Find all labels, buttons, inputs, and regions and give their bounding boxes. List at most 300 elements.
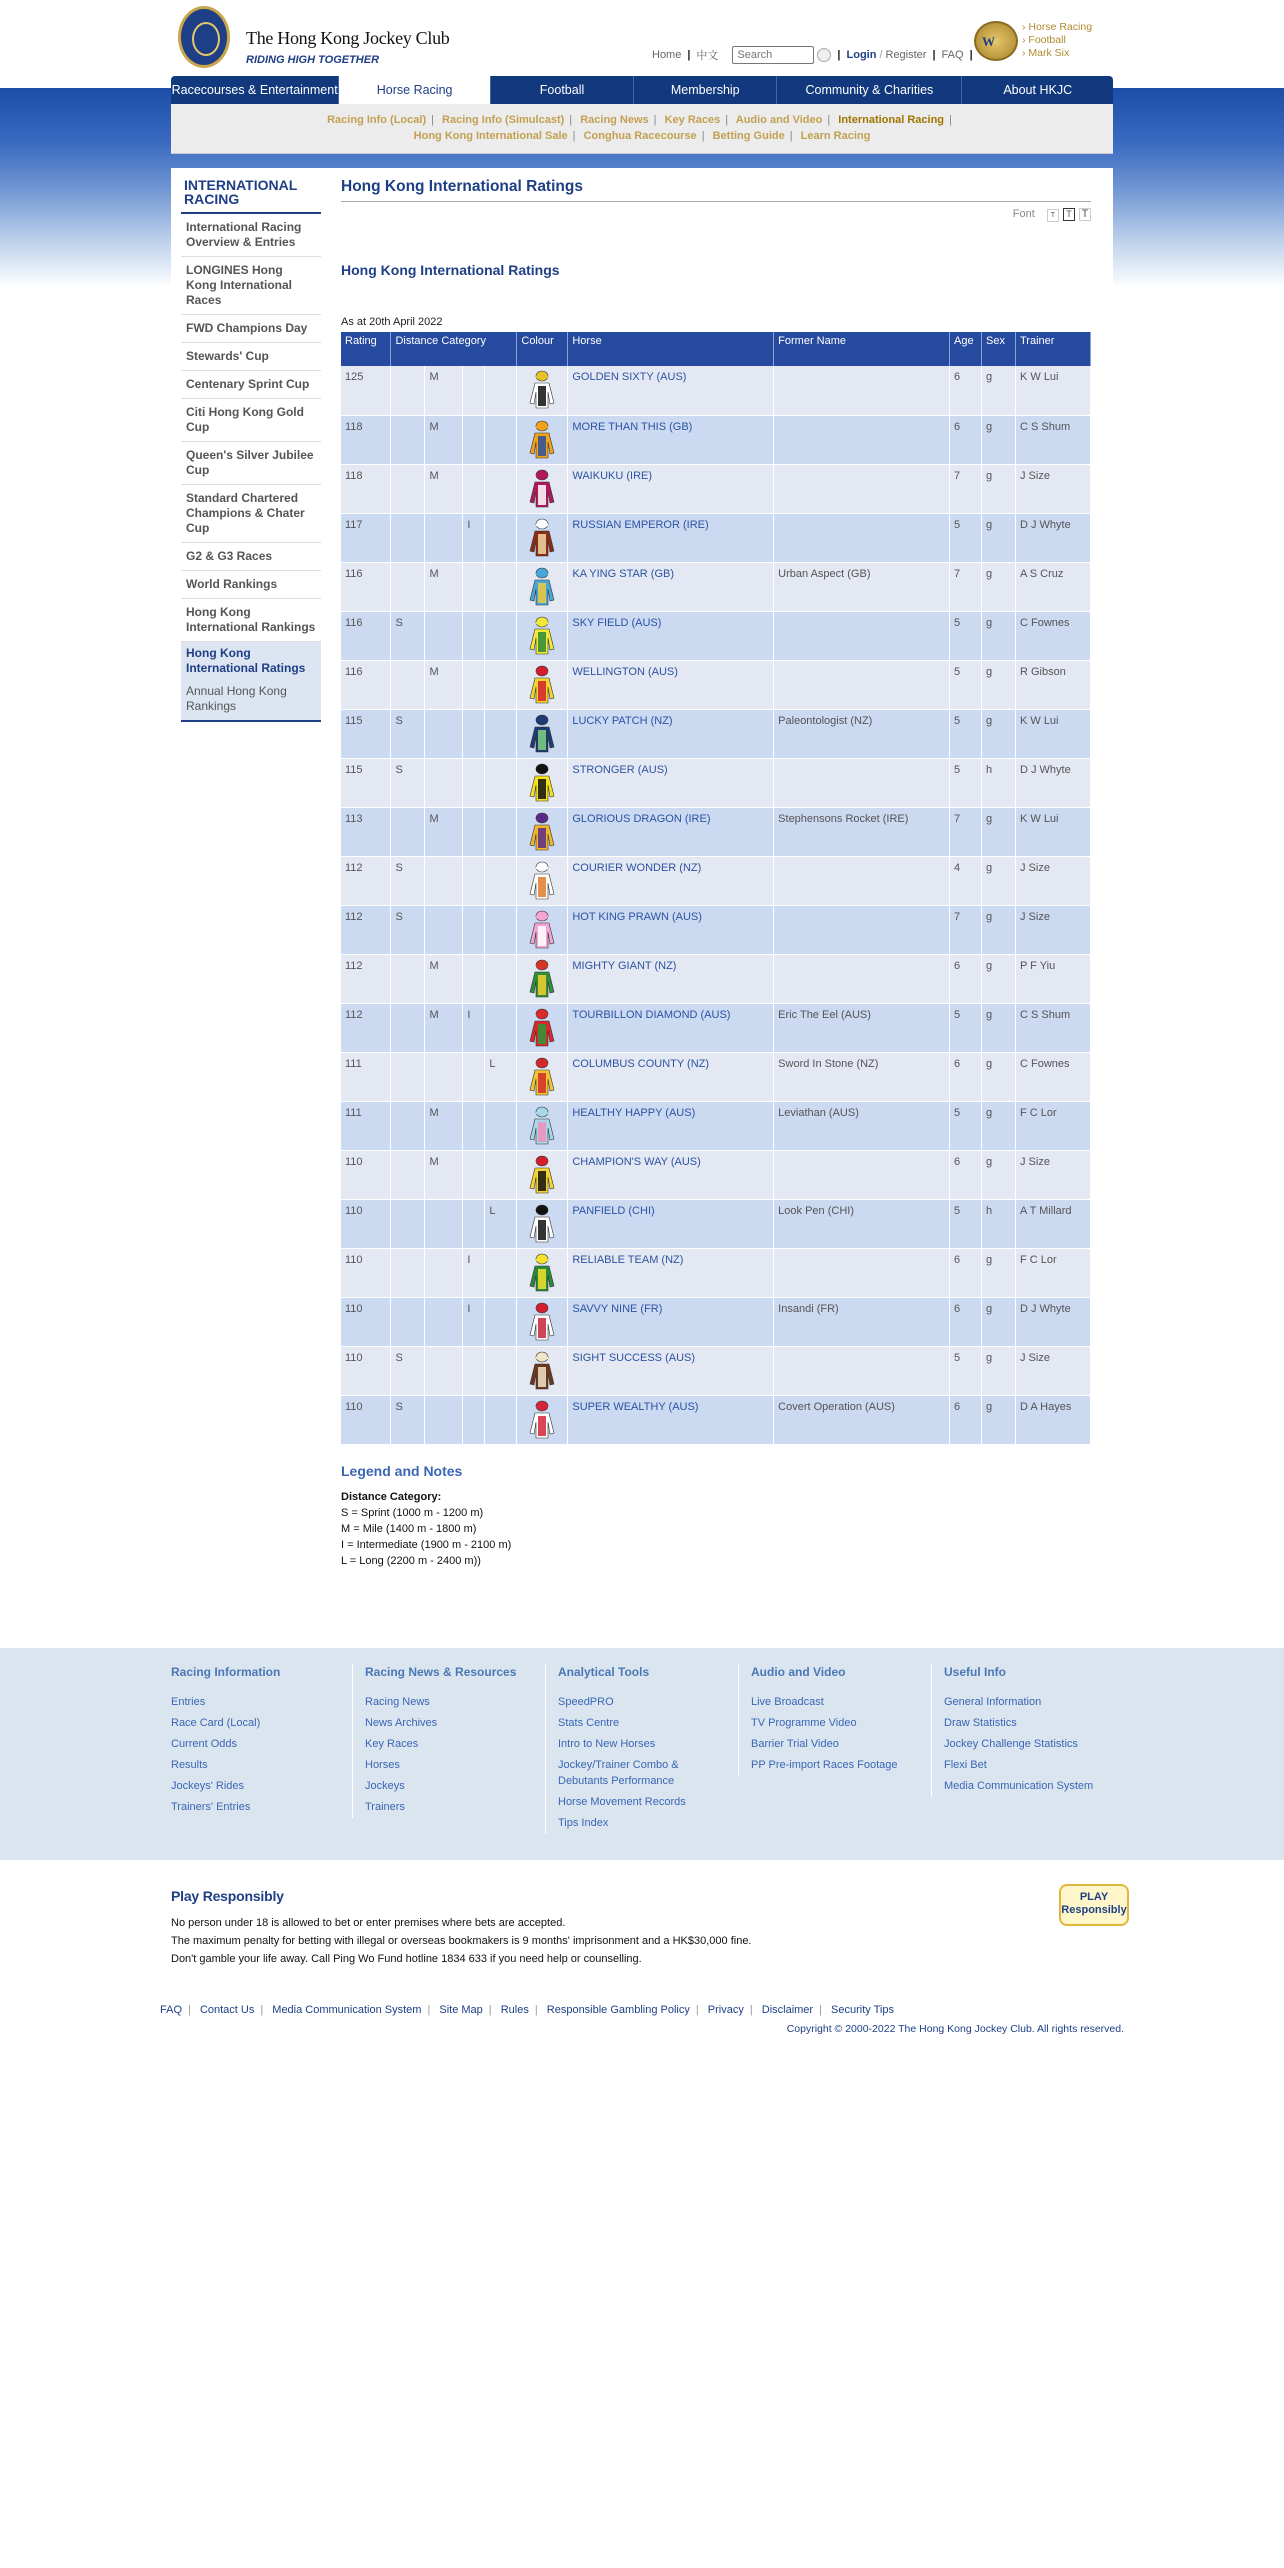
quick-link-horse-racing[interactable]: › Horse Racing bbox=[1022, 21, 1092, 34]
subnav-key-races[interactable]: Key Races bbox=[664, 114, 721, 126]
nav-racecourses-entertainment[interactable]: Racecourses & Entertainment bbox=[171, 76, 339, 104]
header-horse[interactable]: Horse bbox=[568, 332, 774, 366]
jockey-silks-icon[interactable] bbox=[527, 1351, 557, 1391]
distance-intermediate-cell: I bbox=[463, 1297, 485, 1346]
distance-mile-cell: M bbox=[425, 562, 463, 611]
sex-cell: g bbox=[982, 709, 1016, 758]
distance-intermediate-cell bbox=[463, 1199, 485, 1248]
top-links: Home | 中文 Search | Login / Register | FAQ | bbox=[652, 46, 979, 64]
trainer-cell: A T Millard bbox=[1015, 1199, 1090, 1248]
table-row bbox=[341, 415, 1091, 464]
age-cell: 6 bbox=[950, 1297, 982, 1346]
trainer-cell: J Size bbox=[1015, 905, 1090, 954]
sex-cell: g bbox=[982, 464, 1016, 513]
distance-long-cell bbox=[485, 611, 517, 660]
colour-cell bbox=[517, 415, 568, 464]
bottom-link-privacy[interactable]: Privacy bbox=[707, 2004, 744, 2016]
footer-link[interactable]: Trainers bbox=[365, 1801, 405, 1813]
table-row bbox=[341, 709, 1091, 758]
footer-link[interactable]: Racing News bbox=[365, 1696, 430, 1708]
former-name-cell bbox=[774, 611, 950, 660]
sex-cell: h bbox=[982, 1199, 1016, 1248]
table-row bbox=[341, 513, 1091, 562]
distance-intermediate-cell bbox=[463, 1150, 485, 1199]
distance-long-cell bbox=[485, 1150, 517, 1199]
table-row bbox=[341, 1346, 1091, 1395]
former-name-cell bbox=[774, 1346, 950, 1395]
former-name-cell: Look Pen (CHI) bbox=[774, 1199, 950, 1248]
horse-name-link[interactable]: SUPER WEALTHY (AUS) bbox=[568, 1395, 774, 1444]
jockey-silks-icon[interactable] bbox=[527, 665, 557, 705]
distance-intermediate-cell bbox=[463, 709, 485, 758]
subnav-international-racing[interactable]: International Racing bbox=[838, 114, 945, 126]
play-responsibly-text bbox=[171, 1914, 1113, 1968]
bottom-link-contact-us[interactable]: Contact Us bbox=[199, 2004, 255, 2016]
footer-column-title: Racing News & Resources bbox=[365, 1665, 517, 1679]
subnav-racing-info-local[interactable]: Racing Info (Local) bbox=[327, 114, 427, 126]
main-content bbox=[341, 178, 1091, 1569]
font-size-large-button[interactable]: T bbox=[1079, 208, 1091, 221]
bottom-link-security-tips[interactable]: Security Tips bbox=[831, 2004, 894, 2016]
sex-cell: g bbox=[982, 562, 1016, 611]
horse-name-link[interactable]: RUSSIAN EMPEROR (IRE) bbox=[568, 513, 774, 562]
footer-link[interactable]: PP Pre-import Races Footage bbox=[751, 1759, 898, 1771]
distance-long-cell bbox=[485, 464, 517, 513]
divider: | bbox=[969, 49, 973, 61]
trainer-cell: K W Lui bbox=[1015, 807, 1090, 856]
jockey-silks-icon[interactable] bbox=[527, 420, 557, 460]
distance-intermediate-cell bbox=[463, 758, 485, 807]
jockey-silks-icon[interactable] bbox=[527, 910, 557, 950]
distance-sprint-cell bbox=[391, 366, 425, 415]
footer-link[interactable]: Live Broadcast bbox=[751, 1696, 824, 1708]
former-name-cell bbox=[774, 366, 950, 415]
age-cell: 6 bbox=[950, 1150, 982, 1199]
legend-notes bbox=[341, 1489, 1091, 1569]
colour-cell bbox=[517, 709, 568, 758]
sex-cell: g bbox=[982, 513, 1016, 562]
horse-name-link[interactable]: COURIER WONDER (NZ) bbox=[568, 856, 774, 905]
distance-long-cell bbox=[485, 513, 517, 562]
search-go-icon[interactable] bbox=[817, 48, 831, 62]
legend-title: Legend and Notes bbox=[341, 1462, 463, 1479]
sub-nav-row-1: Racing Info (Local) | Racing Info (Simulcast) | Racing News | Key Races | Audio and Video | International Racing | bbox=[327, 114, 952, 126]
former-name-cell bbox=[774, 1150, 950, 1199]
ratings-table-body bbox=[341, 366, 1091, 1444]
jockey-silks-icon[interactable] bbox=[527, 1253, 557, 1293]
left-menu-item[interactable]: G2 & G3 Races bbox=[181, 543, 321, 571]
sex-cell: g bbox=[982, 1346, 1016, 1395]
distance-mile-cell bbox=[425, 905, 463, 954]
bottom-link-media-communication[interactable]: Media Communication System bbox=[272, 2004, 422, 2016]
sex-cell: g bbox=[982, 1150, 1016, 1199]
subnav-hk-international-sale[interactable]: Hong Kong International Sale bbox=[413, 130, 568, 142]
rating-cell: 111 bbox=[341, 1052, 391, 1101]
trainer-cell: J Size bbox=[1015, 856, 1090, 905]
copyright: Copyright © 2000-2022 The Hong Kong Jockey Club. All rights reserved. bbox=[786, 2023, 1124, 2035]
table-row bbox=[341, 1101, 1091, 1150]
as-at-date: As at 20th April 2022 bbox=[341, 316, 443, 328]
sex-cell: g bbox=[982, 1395, 1016, 1444]
distance-mile-cell bbox=[425, 1346, 463, 1395]
distance-mile-cell bbox=[425, 1199, 463, 1248]
quick-link-football[interactable]: › Football bbox=[1022, 34, 1092, 47]
jockey-silks-icon[interactable] bbox=[527, 714, 557, 754]
footer-link[interactable]: Media Communication System bbox=[944, 1780, 1094, 1792]
table-header-row bbox=[341, 332, 1091, 366]
legend-line: L = Long (2200 m - 2400 m)) bbox=[341, 1554, 481, 1567]
left-menu bbox=[181, 176, 321, 722]
left-menu-item[interactable]: LONGINES Hong Kong International Races bbox=[181, 257, 321, 315]
trainer-cell: C S Shum bbox=[1015, 415, 1090, 464]
font-size-medium-button[interactable]: T bbox=[1063, 208, 1075, 221]
horse-name-link[interactable]: LUCKY PATCH (NZ) bbox=[568, 709, 774, 758]
distance-sprint-cell bbox=[391, 1248, 425, 1297]
subnav-racing-news[interactable]: Racing News bbox=[580, 114, 649, 126]
search-input[interactable] bbox=[732, 46, 814, 64]
rating-cell: 118 bbox=[341, 415, 391, 464]
colour-cell bbox=[517, 1052, 568, 1101]
footer-link[interactable]: Results bbox=[171, 1759, 208, 1771]
distance-mile-cell: M bbox=[425, 660, 463, 709]
nav-football[interactable]: Football bbox=[491, 76, 634, 104]
former-name-cell bbox=[774, 905, 950, 954]
horse-name-link[interactable]: MIGHTY GIANT (NZ) bbox=[568, 954, 774, 1003]
bottom-link-faq[interactable]: FAQ bbox=[160, 2004, 183, 2016]
footer-link[interactable]: Race Card (Local) bbox=[171, 1717, 261, 1729]
register-link[interactable]: Register bbox=[885, 49, 927, 61]
left-menu-item[interactable]: World Rankings bbox=[181, 571, 321, 599]
main-navigation bbox=[171, 76, 1113, 104]
jockey-silks-icon[interactable] bbox=[527, 1204, 557, 1244]
jockey-silks-icon[interactable] bbox=[527, 1302, 557, 1342]
table-row bbox=[341, 1297, 1091, 1346]
horse-name-link[interactable]: WAIKUKU (IRE) bbox=[568, 464, 774, 513]
footer-link[interactable]: Trainers' Entries bbox=[171, 1801, 251, 1813]
subnav-racing-info-simulcast[interactable]: Racing Info (Simulcast) bbox=[442, 114, 565, 126]
left-menu-item[interactable]: Standard Chartered Champions & Chater Cup bbox=[181, 485, 321, 543]
age-cell: 5 bbox=[950, 1346, 982, 1395]
rating-cell: 112 bbox=[341, 905, 391, 954]
colour-cell bbox=[517, 366, 568, 415]
distance-long-cell bbox=[485, 1297, 517, 1346]
distance-mile-cell: M bbox=[425, 415, 463, 464]
table-row bbox=[341, 611, 1091, 660]
bottom-link-rules[interactable]: Rules bbox=[500, 2004, 529, 2016]
bottom-link-disclaimer[interactable]: Disclaimer bbox=[761, 2004, 814, 2016]
colour-cell bbox=[517, 1248, 568, 1297]
sex-cell: g bbox=[982, 954, 1016, 1003]
distance-mile-cell bbox=[425, 1248, 463, 1297]
former-name-cell bbox=[774, 415, 950, 464]
subnav-betting-guide[interactable]: Betting Guide bbox=[712, 130, 785, 142]
colour-cell bbox=[517, 1346, 568, 1395]
jockey-silks-icon[interactable] bbox=[527, 861, 557, 901]
footer-link[interactable]: Stats Centre bbox=[558, 1717, 620, 1729]
rating-cell: 116 bbox=[341, 562, 391, 611]
left-menu-item[interactable]: FWD Champions Day bbox=[181, 315, 321, 343]
header-trainer[interactable]: Trainer bbox=[1015, 332, 1090, 366]
distance-mile-cell bbox=[425, 513, 463, 562]
age-cell: 5 bbox=[950, 1101, 982, 1150]
horse-name-link[interactable]: TOURBILLON DIAMOND (AUS) bbox=[568, 1003, 774, 1052]
distance-sprint-cell bbox=[391, 1199, 425, 1248]
distance-sprint-cell bbox=[391, 464, 425, 513]
distance-mile-cell bbox=[425, 1297, 463, 1346]
subnav-conghua-racecourse[interactable]: Conghua Racecourse bbox=[583, 130, 697, 142]
footer-link[interactable]: Entries bbox=[171, 1696, 206, 1708]
nav-membership[interactable]: Membership bbox=[634, 76, 777, 104]
table-row bbox=[341, 1199, 1091, 1248]
distance-long-cell bbox=[485, 1003, 517, 1052]
rating-cell: 125 bbox=[341, 366, 391, 415]
distance-sprint-cell bbox=[391, 562, 425, 611]
trainer-cell: A S Cruz bbox=[1015, 562, 1090, 611]
distance-long-cell bbox=[485, 905, 517, 954]
jockey-silks-icon[interactable] bbox=[527, 1057, 557, 1097]
footer-column-analytical-tools bbox=[545, 1664, 725, 1834]
footer-link[interactable]: Key Races bbox=[365, 1738, 419, 1750]
distance-sprint-cell: S bbox=[391, 611, 425, 660]
horse-name-link[interactable]: KA YING STAR (GB) bbox=[568, 562, 774, 611]
distance-intermediate-cell: I bbox=[463, 513, 485, 562]
jockey-silks-icon[interactable] bbox=[527, 1008, 557, 1048]
distance-intermediate-cell bbox=[463, 1052, 485, 1101]
former-name-cell: Covert Operation (AUS) bbox=[774, 1395, 950, 1444]
horse-name-link[interactable]: COLUMBUS COUNTY (NZ) bbox=[568, 1052, 774, 1101]
left-menu-title: INTERNATIONAL RACING bbox=[181, 176, 321, 214]
colour-cell bbox=[517, 660, 568, 709]
table-row bbox=[341, 1395, 1091, 1444]
play-responsibly-badge-icon[interactable]: PLAY Responsibly bbox=[1059, 1884, 1129, 1926]
trainer-cell: D A Hayes bbox=[1015, 1395, 1090, 1444]
table-row bbox=[341, 1003, 1091, 1052]
rating-cell: 110 bbox=[341, 1297, 391, 1346]
trainer-cell: J Size bbox=[1015, 1346, 1090, 1395]
sex-cell: g bbox=[982, 905, 1016, 954]
distance-sprint-cell bbox=[391, 1297, 425, 1346]
table-row bbox=[341, 807, 1091, 856]
trainer-cell: R Gibson bbox=[1015, 660, 1090, 709]
distance-intermediate-cell bbox=[463, 1346, 485, 1395]
distance-long-cell bbox=[485, 366, 517, 415]
footer-link[interactable]: Jockeys bbox=[365, 1780, 405, 1792]
distance-mile-cell bbox=[425, 709, 463, 758]
rating-cell: 115 bbox=[341, 758, 391, 807]
left-menu-item[interactable]: Queen's Silver Jubilee Cup bbox=[181, 442, 321, 485]
table-row bbox=[341, 464, 1091, 513]
distance-sprint-cell bbox=[391, 1150, 425, 1199]
footer-link[interactable]: TV Programme Video bbox=[751, 1717, 857, 1729]
footer-link[interactable]: Flexi Bet bbox=[944, 1759, 987, 1771]
jockey-silks-icon[interactable] bbox=[527, 763, 557, 803]
hkjc-logo[interactable] bbox=[178, 6, 448, 70]
trainer-cell: C Fownes bbox=[1015, 611, 1090, 660]
footer-column-racing-news bbox=[352, 1664, 532, 1818]
footer-link[interactable]: Jockey/Trainer Combo & Debutants Performance bbox=[558, 1759, 679, 1787]
distance-sprint-cell bbox=[391, 660, 425, 709]
wagering-logo-icon[interactable]: W bbox=[974, 21, 1018, 61]
left-menu-subitem-selected[interactable]: Hong Kong International Ratings bbox=[181, 642, 321, 680]
jockey-silks-icon[interactable] bbox=[527, 567, 557, 607]
distance-mile-cell: M bbox=[425, 1150, 463, 1199]
club-tagline: RIDING HIGH TOGETHER bbox=[246, 54, 380, 66]
age-cell: 6 bbox=[950, 1395, 982, 1444]
horse-name-link[interactable]: RELIABLE TEAM (NZ) bbox=[568, 1248, 774, 1297]
header-rating[interactable]: Rating bbox=[341, 332, 391, 366]
distance-long-cell bbox=[485, 807, 517, 856]
left-menu-item[interactable]: International Racing Overview & Entries bbox=[181, 214, 321, 257]
horse-name-link[interactable]: HOT KING PRAWN (AUS) bbox=[568, 905, 774, 954]
distance-long-cell bbox=[485, 562, 517, 611]
horse-name-link[interactable]: STRONGER (AUS) bbox=[568, 758, 774, 807]
left-menu-subitem[interactable]: Annual Hong Kong Rankings bbox=[181, 680, 321, 722]
distance-mile-cell bbox=[425, 611, 463, 660]
trainer-cell: F C Lor bbox=[1015, 1248, 1090, 1297]
horse-name-link[interactable]: PANFIELD (CHI) bbox=[568, 1199, 774, 1248]
nav-about-hkjc[interactable]: About HKJC bbox=[1003, 83, 1073, 97]
horse-name-link[interactable]: SIGHT SUCCESS (AUS) bbox=[568, 1346, 774, 1395]
footer-column-title: Audio and Video bbox=[751, 1665, 846, 1679]
horse-name-link[interactable]: CHAMPION'S WAY (AUS) bbox=[568, 1150, 774, 1199]
rating-cell: 112 bbox=[341, 954, 391, 1003]
horse-name-link[interactable]: MORE THAN THIS (GB) bbox=[568, 415, 774, 464]
font-size-controls bbox=[341, 202, 1091, 224]
subnav-audio-video[interactable]: Audio and Video bbox=[735, 114, 823, 126]
horse-name-link[interactable]: GOLDEN SIXTY (AUS) bbox=[568, 366, 774, 415]
distance-intermediate-cell bbox=[463, 660, 485, 709]
footer-link[interactable]: Barrier Trial Video bbox=[751, 1738, 839, 1750]
font-label: Font bbox=[1012, 208, 1035, 220]
distance-long-cell bbox=[485, 1346, 517, 1395]
distance-sprint-cell bbox=[391, 1101, 425, 1150]
footer-link[interactable]: Current Odds bbox=[171, 1738, 238, 1750]
bottom-link-site-map[interactable]: Site Map bbox=[439, 2004, 483, 2016]
sex-cell: g bbox=[982, 611, 1016, 660]
distance-sprint-cell bbox=[391, 807, 425, 856]
distance-intermediate-cell bbox=[463, 1101, 485, 1150]
age-cell: 5 bbox=[950, 758, 982, 807]
jockey-silks-icon[interactable] bbox=[527, 1400, 557, 1440]
page-title: Hong Kong International Ratings bbox=[341, 178, 1091, 202]
distance-sprint-cell: S bbox=[391, 905, 425, 954]
nav-horse-racing[interactable]: Horse Racing bbox=[339, 76, 491, 104]
former-name-cell bbox=[774, 758, 950, 807]
left-menu-item-hk-international-rankings[interactable]: Hong Kong International Rankings bbox=[181, 599, 321, 642]
footer-link[interactable]: News Archives bbox=[365, 1717, 438, 1729]
trainer-cell: J Size bbox=[1015, 1150, 1090, 1199]
age-cell: 7 bbox=[950, 562, 982, 611]
footer-link[interactable]: Draw Statistics bbox=[944, 1717, 1017, 1729]
subnav-learn-racing[interactable]: Learn Racing bbox=[800, 130, 871, 142]
quick-link-mark-six[interactable]: › Mark Six bbox=[1022, 47, 1092, 60]
table-row bbox=[341, 660, 1091, 709]
distance-mile-cell bbox=[425, 856, 463, 905]
jockey-silks-icon[interactable] bbox=[527, 469, 557, 509]
jockey-silks-icon[interactable] bbox=[527, 616, 557, 656]
footer-link[interactable]: Horse Movement Records bbox=[558, 1796, 686, 1808]
trainer-cell: D J Whyte bbox=[1015, 758, 1090, 807]
distance-sprint-cell: S bbox=[391, 758, 425, 807]
jockey-silks-icon[interactable] bbox=[527, 1155, 557, 1195]
distance-sprint-cell bbox=[391, 1003, 425, 1052]
colour-cell bbox=[517, 1199, 568, 1248]
former-name-cell bbox=[774, 856, 950, 905]
footer-link[interactable]: SpeedPRO bbox=[558, 1696, 614, 1708]
left-menu-item[interactable]: Centenary Sprint Cup bbox=[181, 371, 321, 399]
footer-link[interactable]: General Information bbox=[944, 1696, 1042, 1708]
jockey-silks-icon[interactable] bbox=[527, 518, 557, 558]
horse-name-link[interactable]: HEALTHY HAPPY (AUS) bbox=[568, 1101, 774, 1150]
colour-cell bbox=[517, 856, 568, 905]
rating-cell: 112 bbox=[341, 1003, 391, 1052]
jockey-silks-icon[interactable] bbox=[527, 812, 557, 852]
home-link[interactable]: Home bbox=[652, 49, 682, 61]
table-row bbox=[341, 366, 1091, 415]
sex-cell: g bbox=[982, 807, 1016, 856]
distance-intermediate-cell bbox=[463, 807, 485, 856]
hkjc-crest-icon bbox=[178, 6, 230, 68]
rating-cell: 110 bbox=[341, 1150, 391, 1199]
colour-cell bbox=[517, 1003, 568, 1052]
horse-name-link[interactable]: WELLINGTON (AUS) bbox=[568, 660, 774, 709]
left-menu-item[interactable]: Stewards' Cup bbox=[181, 343, 321, 371]
distance-long-cell bbox=[485, 954, 517, 1003]
play-responsibly-line: No person under 18 is allowed to bet or enter premises where bets are accepted. bbox=[171, 1917, 566, 1929]
distance-intermediate-cell: I bbox=[463, 1003, 485, 1052]
login-link[interactable]: Login bbox=[846, 49, 877, 61]
trainer-cell: K W Lui bbox=[1015, 709, 1090, 758]
club-name: The Hong Kong Jockey Club bbox=[246, 28, 450, 48]
jockey-silks-icon[interactable] bbox=[527, 370, 557, 410]
sex-cell: g bbox=[982, 1101, 1016, 1150]
language-link[interactable]: 中文 bbox=[696, 50, 719, 62]
play-responsibly-line: The maximum penalty for betting with illegal or overseas bookmakers is 9 months' imprisonment and a HK$30,000 fine. bbox=[171, 1935, 752, 1947]
bottom-link-responsible-gambling[interactable]: Responsible Gambling Policy bbox=[546, 2004, 690, 2016]
footer-column-useful-info bbox=[931, 1664, 1111, 1797]
sex-cell: g bbox=[982, 1003, 1016, 1052]
legend-line: S = Sprint (1000 m - 1200 m) bbox=[341, 1506, 484, 1519]
rating-cell: 110 bbox=[341, 1346, 391, 1395]
play-responsibly-line: Don't gamble your life away. Call Ping Wo Fund hotline 1834 633 if you need help or counselling. bbox=[171, 1953, 642, 1965]
colour-cell bbox=[517, 513, 568, 562]
footer-link[interactable]: Intro to New Horses bbox=[558, 1738, 656, 1750]
faq-link[interactable]: FAQ bbox=[941, 49, 964, 61]
horse-name-link[interactable]: SKY FIELD (AUS) bbox=[568, 611, 774, 660]
footer-link[interactable]: Jockey Challenge Statistics bbox=[944, 1738, 1078, 1750]
left-menu-item[interactable]: Citi Hong Kong Gold Cup bbox=[181, 399, 321, 442]
footer-link[interactable]: Horses bbox=[365, 1759, 400, 1771]
header-sex: Sex bbox=[982, 332, 1016, 366]
distance-intermediate-cell bbox=[463, 415, 485, 464]
jockey-silks-icon[interactable] bbox=[527, 959, 557, 999]
font-size-small-button[interactable]: T bbox=[1047, 209, 1059, 222]
horse-name-link[interactable]: SAVVY NINE (FR) bbox=[568, 1297, 774, 1346]
divider: | bbox=[837, 49, 841, 61]
jockey-silks-icon[interactable] bbox=[527, 1106, 557, 1146]
colour-cell bbox=[517, 1150, 568, 1199]
former-name-cell bbox=[774, 954, 950, 1003]
footer-link[interactable]: Jockeys' Rides bbox=[171, 1780, 245, 1792]
sex-cell: g bbox=[982, 1052, 1016, 1101]
footer-link[interactable]: Tips Index bbox=[558, 1817, 609, 1829]
footer-links bbox=[0, 1648, 1284, 1860]
horse-name-link[interactable]: GLORIOUS DRAGON (IRE) bbox=[568, 807, 774, 856]
former-name-cell: Sword In Stone (NZ) bbox=[774, 1052, 950, 1101]
age-cell: 6 bbox=[950, 1052, 982, 1101]
nav-community-charities[interactable]: Community & Charities bbox=[777, 76, 962, 104]
distance-mile-cell bbox=[425, 1052, 463, 1101]
